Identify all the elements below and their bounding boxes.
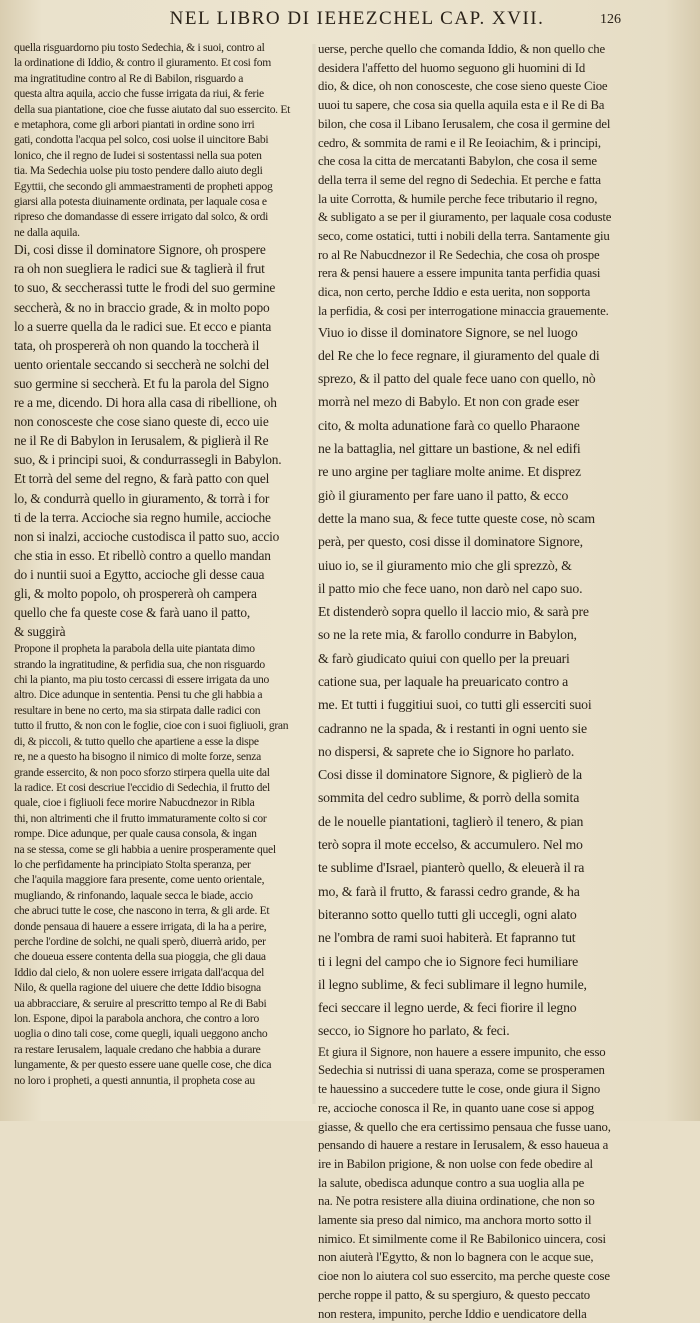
text-line: della sua piantatione, cioe che fusse aiutato dal suo essercito. Et	[14, 102, 291, 116]
text-line: della terra il seme del regno di Sedechia. Et perche e fatta	[318, 172, 601, 187]
text-line: resultare in bene no certo, ma sia stirpata dalle radici con	[14, 703, 261, 717]
text-line: non si inalzi, accioche custodisca il patto suo, accio	[14, 528, 280, 544]
text-line: ua abbracciare, & seruire al prescritto tempo al Re di Babi	[14, 996, 267, 1010]
text-line: lungamente, & per questo essere uane quelle cose, che dica	[14, 1058, 272, 1072]
text-line: to suo, & seccherassi tutte le frodi del suo germine	[14, 280, 276, 296]
text-line: gati, condotta l'acqua pel solco, cosi uolse il uincitore Babi	[14, 133, 269, 147]
text-line: bilon, che cosa il Libano Ierusalem, che cosa il germine del	[318, 116, 611, 131]
text-line: non aiuterà l'Egytto, & non lo bagnera con le acque sue,	[318, 1250, 594, 1265]
running-head: NEL LIBRO DI IEHEZCHEL CAP. XVII.	[169, 8, 545, 29]
text-line: re a me, dicendo. Di hora alla casa di ribellione, oh	[14, 395, 277, 411]
text-line: ro al Re Nabucdnezor il Re Sedechia, che cosa oh prospe	[318, 247, 600, 262]
text-line: Sedechia si nutrissi di uana speraza, come se prosperamen	[318, 1063, 605, 1078]
text-line: tia. Ma Sedechia uolse piu tosto pendere dallo aiuto degli	[14, 164, 263, 178]
left-scripture-text	[14, 240, 312, 641]
text-line: quella risguardorno piu tosto Sedechia, & i suoi, contro al	[14, 41, 265, 54]
text-line: thi, non altrimenti che il frutto immaturamente colto si cor	[14, 811, 267, 825]
text-line: Cosi disse il dominatore Signore, & piglierò de la	[318, 767, 582, 783]
text-line: giasse, & quello che era certissimo pensaua che fusse uano,	[318, 1119, 611, 1134]
text-line: re, accioche conosca il Re, in quanto uane cose si appog	[318, 1100, 594, 1115]
right-column	[318, 40, 636, 1323]
text-line: altro. Dice adunque in sententia. Pensi tu che gli habbia a	[14, 688, 263, 702]
text-line: ne l'ombra de rami suoi habiterà. Et fapranno tut	[318, 930, 576, 946]
text-line: ra oh non suegliera le radici sue & taglierà il frut	[14, 261, 265, 277]
text-line: morrà nel mezo di Babylo. Et non con grade eser	[318, 394, 580, 410]
text-line: lo che perfidamente ha principiato Stolta speranza, per	[14, 857, 251, 871]
left-column	[14, 40, 312, 1088]
text-line: sprezo, & il patto del quale fece uano con quello, nò	[318, 371, 596, 387]
text-line: & farò giudicato quiui con quello per la preuari	[318, 650, 570, 666]
text-line: cioe non lo aiutera col suo essercito, ma perche queste cose	[318, 1269, 610, 1284]
text-line: Di, cosi disse il dominatore Signore, oh prospere	[14, 242, 266, 258]
text-line: rompe. Dice adunque, per quale causa consola, & ingan	[14, 827, 257, 841]
text-line: Nilo, & quella ragione del uiuere che dette Iddio bisogna	[14, 981, 261, 995]
folio-number: 126	[600, 12, 621, 27]
text-line: Et distenderò sopra quello il laccio mio, & sarà pre	[318, 604, 589, 620]
text-line: catione sua, per laquale ha preuaricato contro a	[318, 674, 569, 689]
text-line: lo a suerre quella da le radici sue. Et ecco e pianta	[14, 318, 272, 334]
text-line: no loro i propheti, a questi annuntia, il propheta cose au	[14, 1073, 255, 1087]
right-scripture-text	[318, 321, 636, 1043]
text-line: cedro, & sommita de rami e il Re Ieoiachim, & i principi,	[318, 135, 601, 150]
text-line: uiuo io, se il giuramento mio che gli sprezzò, &	[318, 557, 572, 573]
text-line: perche l'ordine de solchi, ne quali sperò, diuerrà arido, per	[14, 934, 266, 948]
text-line: non conosceste che cose siano queste di, ecco uie	[14, 414, 269, 430]
text-line: Viuo io disse il dominatore Signore, se nel luogo	[318, 324, 578, 340]
text-line: che stia in esso. Et ribellò contro a quello mandan	[14, 547, 271, 563]
text-line: giarsi alla potesta diuinamente ordinata, per laquale cosa e	[14, 195, 267, 209]
text-line: strando la ingratitudine, & perfidia sua, che non risguardo	[14, 657, 265, 671]
text-line: di, & piccoli, & tutto quello che apartiene a esse la dispe	[14, 734, 259, 748]
text-line: chi la pianto, ma piu tosto cercassi di essere irrigata da uno	[14, 673, 270, 687]
text-line: uerse, perche quello che comanda Iddio, & non quello che	[318, 42, 605, 56]
text-line: ti i legni del campo che io Signore feci humiliare	[318, 953, 579, 969]
text-line: la perfidia, & cosi per interrogatione minaccia grauemente.	[318, 303, 609, 318]
text-line: biteranno sotto quello tutti gli uccegli, ogni alato	[318, 906, 577, 922]
text-line: feci seccare il legno uerde, & feci fiorire il legno	[318, 1000, 577, 1016]
text-line: perche roppe il patto, & su spergiuro, & questo peccato	[318, 1287, 590, 1302]
text-line: del Re che lo fece regnare, il giuramento del quale di	[318, 347, 600, 363]
text-line: la salute, obedisca adunque contro a sua uoglia alla pe	[318, 1175, 585, 1190]
text-line: te hauessino a succedere tutte le cose, onde giura il Signo	[318, 1082, 601, 1097]
text-line: tutto il frutto, & non con le foglie, cioe con i suoi figliuoli, gran	[14, 719, 289, 733]
text-line: lo, & condurrà quello in giuramento, & torrà i for	[14, 490, 270, 506]
text-line: mo, & farà il frutto, & farassi cedro grande, & ha	[318, 883, 580, 899]
text-line: uoglia o dino tali cose, come quegli, iquali ueggono ancho	[14, 1027, 268, 1041]
text-line: che l'aquila maggiore fara presente, come uento orientale,	[14, 873, 265, 887]
text-line: mugliando, & rinfonando, laquale secca le biade, accio	[14, 888, 253, 902]
text-line: desidera l'affetto del huomo seguono gli huomini di Id	[318, 60, 586, 75]
text-line: Propone il propheta la parabola della uite piantata dimo	[14, 642, 255, 656]
text-line: questa altra aquila, accio che fusse irrigata da riui, & ferie	[14, 87, 264, 101]
text-line: ire in Babilon prigione, & non uolse con fede obedire al	[318, 1156, 593, 1171]
text-line: ne la battaglia, nel gittare un bastione, & nel edifi	[318, 441, 581, 457]
text-line: ma ingratitudine contro al Re di Babilon, risguardo a	[14, 71, 244, 85]
text-line: la ordinatione di Iddio, & contro il giuramento. Et cosi fom	[14, 56, 271, 70]
right-commentary-bottom	[318, 1043, 636, 1323]
text-line: nimico. Et similmente come il Re Babilonico uincera, cosi	[318, 1231, 606, 1246]
page-header	[0, 8, 700, 36]
text-line: che abruci tutte le cose, che nascono in terra, & gli arde. Et	[14, 904, 270, 918]
text-line: do i nuntii suoi a Egytto, accioche gli desse caua	[14, 566, 265, 582]
text-line: Iddio dal cielo, & non uolere essere irrigata dall'acqua del	[14, 965, 264, 979]
text-line: suo germine si seccherà. Et fu la parola del Signo	[14, 375, 269, 391]
text-line: ripreso che domandasse di essere irrigato dal solco, & ordi	[14, 210, 269, 224]
left-commentary-bottom	[14, 641, 312, 1088]
text-line: pensando di hauere a restare in Ierusalem, & esso haueua a	[318, 1138, 609, 1153]
text-line: uento orientale seccando si seccherà ne solchi del	[14, 356, 270, 372]
text-line: dica, non certo, perche Iddio e esta uerita, non sopporta	[318, 285, 591, 300]
column-gutter	[312, 44, 316, 1104]
text-line: lamente sia preso dal nimico, ma anchora morto sotto il	[318, 1213, 592, 1228]
text-line: la uite Corrotta, & humile perche fece tributario il regno,	[318, 191, 598, 206]
text-line: giò il giuramento per fare uano il patto, & ecco	[318, 487, 569, 503]
text-line: ne dalla aquila.	[14, 225, 80, 239]
text-line: so ne la rete mia, & farollo condurre in Babylon,	[318, 627, 577, 643]
text-line: Et giura il Signore, non hauere a essere impunito, che esso	[318, 1044, 606, 1059]
left-commentary-top	[14, 40, 312, 240]
text-line: quello che fa queste cose & farà uano il patto,	[14, 605, 250, 621]
text-line: te sublime d'Israel, pianterò quello, & eleuerà il ra	[318, 860, 585, 876]
text-line: re uno argine per tagliare molte anime. Et disprez	[318, 464, 581, 480]
text-line: sommita del cedro sublime, & porrò della somita	[318, 790, 580, 806]
text-line: uuoi tu sapere, che cosa sia quella aquila esta e il Re di Ba	[318, 98, 605, 113]
text-line: re, ne a questo ha bisogno il nimico di molte forze, senza	[14, 750, 261, 764]
text-line: grande essercito, & non poco sforzo stirpera quella uite dal	[14, 765, 270, 779]
text-line: rera & pensi hauere a essere impunita tanta perfidia quasi	[318, 266, 601, 281]
text-line: terò sopra il mote eccelso, & accumulero. Nel mo	[318, 837, 583, 853]
text-line: perà, per questo, cosi disse il dominatore Signore,	[318, 534, 583, 550]
text-line: tata, oh prospererà oh non quando la toccherà il	[14, 337, 260, 353]
text-line: dette la mano sua, & fece tutte queste cose, nò scam	[318, 510, 595, 526]
text-line: secco, io Signore ho parlato, & feci.	[318, 1023, 510, 1039]
text-line: gli, & molto popolo, oh prospererà oh campera	[14, 585, 257, 601]
text-line: il patto mio che fece uano, non darò nel capo suo.	[318, 580, 583, 596]
text-line: me. Et tutti i fuggitiui suoi, co tutti gli esserciti suoi	[318, 697, 592, 713]
right-commentary-top	[318, 40, 636, 321]
text-line: cito, & molta adunatione farà co quello Pharaone	[318, 417, 580, 433]
text-line: che doueua essere contenta della sua pioggia, che gli daua	[14, 950, 266, 964]
text-line: quale, cioe i figliuoli fece morire Nabucdnezor in Ribla	[14, 796, 255, 810]
text-line: seco, come ostatici, tutti i nobili della terra. Santamente giu	[318, 229, 610, 244]
text-line: non restera, impunito, perche Iddio e uendicatore della	[318, 1306, 587, 1321]
text-line: seccherà, & no in braccio grade, & in molto popo	[14, 299, 270, 315]
text-line: ra restare Ierusalem, laquale credano che habbia a durare	[14, 1042, 261, 1056]
text-line: la radice. Et cosi descriue l'eccidio di Sedechia, il frutto del	[14, 780, 270, 794]
text-line: ne il Re di Babylon in Ierusalem, & piglierà il Re	[14, 433, 269, 449]
text-line: donde pensaua di hauere a essere irrigata, di la ha a perire,	[14, 919, 267, 933]
text-line: il legno sublime, & feci sublimare il legno humile,	[318, 976, 587, 992]
text-line: che cosa la citta de mercatanti Babylon, che cosa il seme	[318, 154, 597, 169]
text-line: lon. Espone, dipoi la parabola anchora, che contro a loro	[14, 1012, 259, 1025]
text-line: lonico, che il regno de Iudei si sostentassi nella sua poten	[14, 148, 262, 162]
text-line: & suggirà	[14, 624, 66, 640]
text-line: na se stessa, come se gli habbia a uenire prosperamente quel	[14, 842, 276, 856]
text-line: de le nouelle piantationi, taglierò il tenero, & pian	[318, 813, 584, 829]
text-line: e metaphora, come gli arbori piantati in ordine sono irri	[14, 118, 255, 132]
text-line: na. Ne potra resistere alla diuina ordinatione, che non so	[318, 1194, 595, 1209]
text-line: no dispersi, & saprete che io Signore ho parlato.	[318, 743, 575, 759]
text-line: Egyttii, che secondo gli ammaestramenti de propheti appog	[14, 179, 273, 193]
text-line: Et torrà del seme del regno, & farà patto con quel	[14, 471, 270, 487]
text-line: ti de la terra. Accioche sia regno humile, accioche	[14, 509, 271, 525]
text-line: cadranno ne la spada, & i restanti in ogni uento sie	[318, 720, 587, 736]
text-line: dio, & dice, oh non conosceste, che cose sieno queste Cioe	[318, 79, 608, 94]
text-line: suo, & i principi suoi, & condurrassegli in Babylon.	[14, 452, 282, 468]
text-line: & subligato a se per il giuramento, per laquale cosa coduste	[318, 210, 612, 225]
